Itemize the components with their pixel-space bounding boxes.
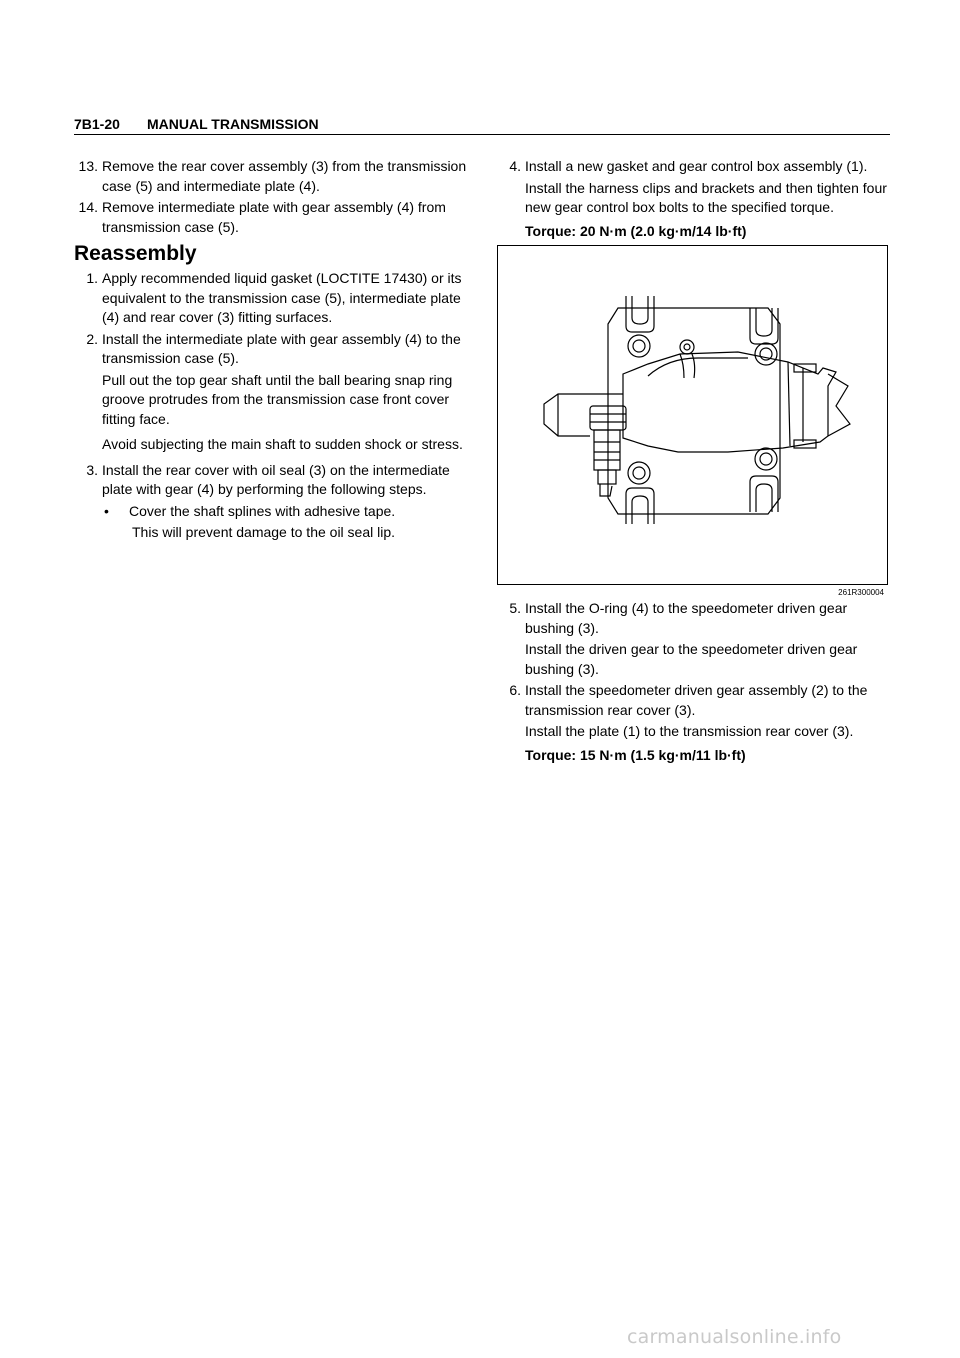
step-number: 3.	[86, 461, 98, 478]
step-number: 13.	[78, 158, 98, 174]
step-number: 4.	[509, 158, 521, 174]
step-6-note: Install the plate (1) to the transmission rear cover (3).	[525, 723, 854, 739]
step-14	[74, 198, 474, 237]
bullet-text: Cover the shaft splines with adhesive tape.	[129, 502, 396, 519]
bullet-subtext: This will prevent damage to the oil seal lip.	[132, 524, 396, 540]
page-number: 7B1-20	[74, 116, 120, 132]
step-text: Apply recommended liquid gasket (LOCTITE 17430) or its equivalent to the transmission case (5), intermediate plate (4) and rear cover (3) fitting surfaces.	[102, 270, 462, 325]
page-header	[74, 116, 890, 135]
step-2-caution: Avoid subjecting the main shaft to sudden shock or stress.	[102, 436, 463, 452]
step-text: Install the speedometer driven gear assembly (2) to the transmission rear cover (3).	[525, 682, 868, 718]
step-text: Install the rear cover with oil seal (3) on the intermediate plate with gear (4) by performing the following steps.	[102, 461, 450, 497]
watermark: carmanualsonline.info	[627, 1326, 842, 1348]
torque-spec: Torque: 15 N·m (1.5 kg·m/11 lb·ft)	[525, 746, 746, 763]
reassembly-step-2	[74, 330, 474, 369]
bullet-item	[74, 502, 474, 522]
reassembly-step-4	[497, 157, 890, 177]
step-number: 2.	[86, 330, 98, 347]
step-text: Install the intermediate plate with gear assembly (4) to the transmission case (5).	[102, 330, 461, 366]
left-column	[74, 157, 474, 543]
step-text: Install a new gasket and gear control box assembly (1).	[525, 158, 868, 174]
step-5-note: Install the driven gear to the speedometer driven gear bushing (3).	[525, 641, 858, 677]
reassembly-step-3	[74, 461, 474, 500]
step-4-note: Install the harness clips and brackets and then tighten four new gear control box bolts to the specified torque.	[525, 179, 887, 215]
step-13	[74, 157, 474, 196]
reassembly-step-1	[74, 269, 474, 328]
torque-spec: Torque: 20 N·m (2.0 kg·m/14 lb·ft)	[525, 222, 747, 239]
step-text: Remove the rear cover assembly (3) from the transmission case (5) and intermediate plate (4).	[102, 158, 467, 194]
step-number: 5.	[509, 600, 521, 616]
step-2-note: Pull out the top gear shaft until the ball bearing snap ring groove protrudes from the transmission case front cover fitting face.	[102, 371, 453, 427]
gear-control-box-figure	[497, 245, 888, 597]
reassembly-step-6	[497, 681, 890, 720]
step-text: Remove intermediate plate with gear assembly (4) from transmission case (5).	[102, 199, 446, 235]
step-text: Install the O-ring (4) to the speedometer driven gear bushing (3).	[525, 600, 848, 636]
reassembly-step-5	[497, 599, 890, 638]
step-number: 1.	[86, 270, 98, 286]
section-heading: Reassembly	[74, 242, 197, 265]
step-number: 6.	[509, 682, 521, 698]
bullet-icon: •	[104, 502, 109, 519]
gear-control-box-illustration	[498, 246, 889, 586]
figure-code: 261R300004	[838, 588, 884, 597]
step-number: 14.	[78, 199, 98, 215]
right-column	[497, 157, 890, 765]
section-title: MANUAL TRANSMISSION	[147, 116, 319, 132]
